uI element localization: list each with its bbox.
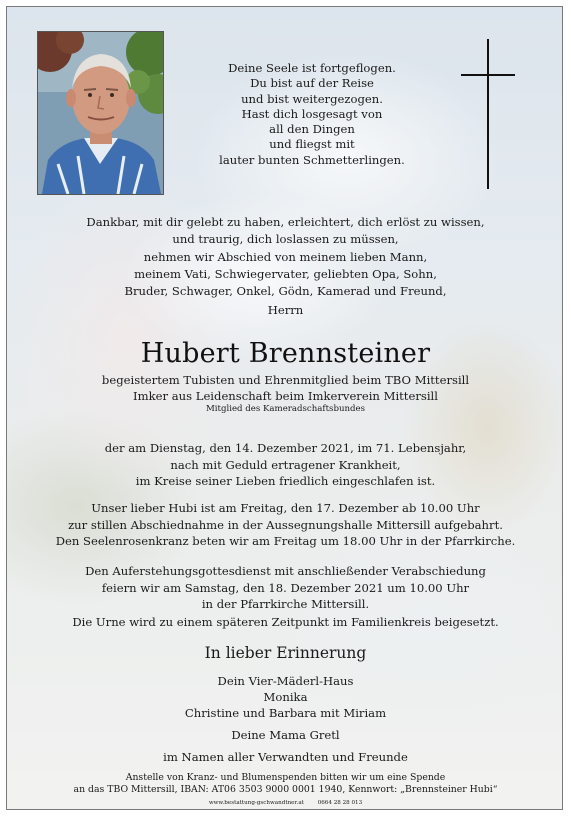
- family-line: Christine und Barbara mit Miriam: [184, 706, 387, 720]
- intro-line: meinem Vati, Schwiegervater, geliebten Opa, Sohn,: [134, 266, 437, 281]
- poem-line: Hast dich losgesagt von: [241, 106, 383, 121]
- service-line: Den Auferstehungsgottesdienst mit anschließender Verabschiedung: [85, 564, 486, 578]
- description-small-line: Mitglied des Kameradschaftsbundes: [205, 404, 366, 414]
- family-line: Deine Mama Gretl: [231, 728, 340, 742]
- family-line: im Namen aller Verwandten und Freunde: [163, 750, 408, 764]
- family-line: Monika: [263, 690, 308, 704]
- death-notice-line: im Kreise seiner Lieben friedlich eingeschlafen ist.: [135, 474, 436, 488]
- deceased-name: Hubert Brennsteiner: [140, 338, 431, 369]
- footer: [7, 800, 563, 806]
- poem-line: all den Dingen: [269, 122, 355, 137]
- farewell-intro: [7, 214, 563, 300]
- portrait-illustration: [38, 32, 163, 194]
- death-notice-line: nach mit Geduld ertragener Krankheit,: [170, 457, 401, 472]
- poem: [197, 61, 427, 168]
- portrait-photo: [37, 31, 164, 195]
- poem-line: lauter bunten Schmetterlingen.: [219, 152, 405, 167]
- donation-request: [7, 772, 563, 796]
- deceased-description: [7, 373, 563, 415]
- family-line: Dein Vier-Mäderl-Haus: [217, 674, 354, 688]
- service-info: [7, 563, 563, 613]
- obituary-card: [6, 6, 563, 810]
- viewing-line: Den Seelenrosenkranz beten wir am Freitag um 18.00 Uhr in der Pfarrkirche.: [55, 534, 516, 548]
- memory-heading: In lieber Erinnerung: [204, 644, 367, 662]
- description-line: begeistertem Tubisten und Ehrenmitglied beim TBO Mittersill: [101, 373, 470, 387]
- intro-line: nehmen wir Abschied von meinem lieben Mann,: [143, 249, 428, 264]
- intro-line: Dankbar, mit dir gelebt zu haben, erleichtert, dich erlöst zu wissen,: [86, 215, 485, 229]
- service-line: feiern wir am Samstag, den 18. Dezember 2021 um 10.00 Uhr: [101, 580, 470, 595]
- salutation: Herrn: [267, 303, 304, 317]
- viewing-info: [7, 500, 563, 550]
- poem-line: Deine Seele ist fortgeflogen.: [228, 61, 396, 75]
- cross-vertical-bar: [487, 39, 489, 189]
- urn-notice: Die Urne wird zu einem späteren Zeitpunkt im Familienkreis beigesetzt.: [72, 615, 499, 629]
- death-notice: [7, 440, 563, 490]
- footer-website[interactable]: www.bestattung-gschwandtner.at: [208, 800, 304, 806]
- intro-line: Bruder, Schwager, Onkel, Gödn, Kamerad und Freund,: [124, 284, 447, 299]
- donation-line: an das TBO Mittersill, IBAN: AT06 3503 9000 0001 1940, Kennwort: „Brennsteiner Hubi“: [73, 783, 498, 795]
- poem-line: Du bist auf der Reise: [250, 76, 374, 91]
- donation-line: Anstelle von Kranz- und Blumenspenden bitten wir um eine Spende: [125, 772, 446, 783]
- intro-line: und traurig, dich loslassen zu müssen,: [172, 232, 399, 247]
- death-notice-line: der am Dienstag, den 14. Dezember 2021, im 71. Lebensjahr,: [104, 441, 467, 455]
- poem-line: und bist weitergezogen.: [241, 91, 383, 106]
- footer-phone: 0664 28 28 013: [317, 800, 363, 806]
- poem-line: und fliegst mit: [269, 137, 355, 152]
- service-line: in der Pfarrkirche Mittersill.: [201, 597, 370, 611]
- viewing-line: zur stillen Abschiednahme in der Aussegnungshalle Mittersill aufgebahrt.: [68, 517, 503, 532]
- description-line: Imker aus Leidenschaft beim Imkerverein Mittersill: [133, 388, 438, 403]
- cross-horizontal-bar: [461, 74, 515, 76]
- cross-icon: [461, 39, 515, 189]
- viewing-line: Unser lieber Hubi ist am Freitag, den 17. Dezember ab 10.00 Uhr: [91, 501, 480, 515]
- family-signatures: [7, 673, 563, 765]
